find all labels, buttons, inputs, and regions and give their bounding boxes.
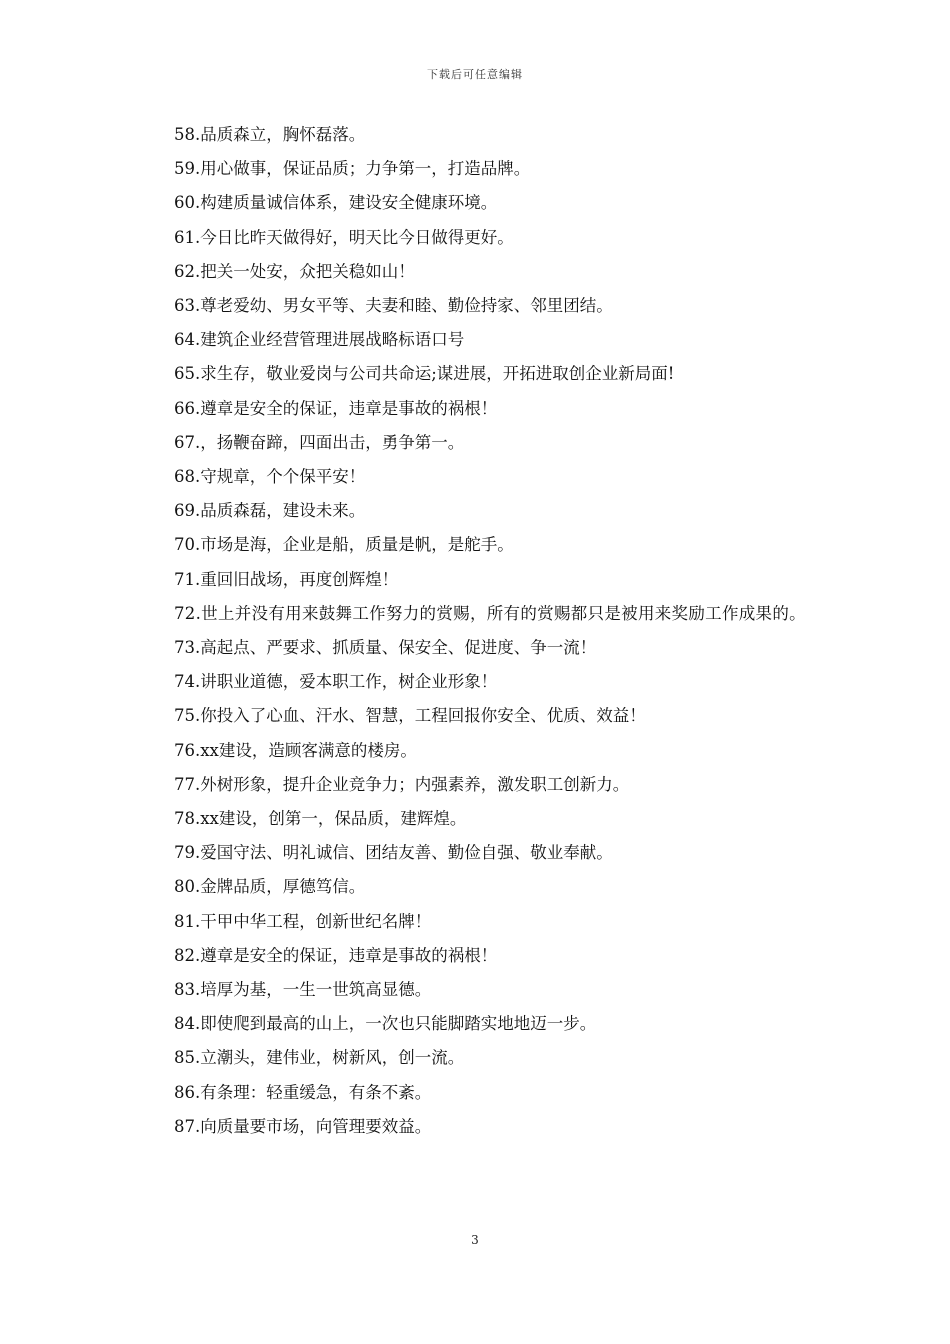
list-item: 86.有条理：轻重缓急，有条不紊。: [174, 1082, 432, 1102]
page-header: 下载后可任意编辑: [427, 68, 523, 81]
list-item: 84.即使爬到最高的山上，一次也只能脚踏实地地迈一步。: [174, 1014, 597, 1034]
list-item: 58.品质森立，胸怀磊落。: [174, 125, 366, 144]
list-item: 85.立潮头，建伟业，树新风，创一流。: [174, 1048, 465, 1068]
list-item: 73.高起点、严要求、抓质量、保安全、促进度、争一流！: [174, 638, 597, 658]
list-item: 68.守规章，个个保平安！: [174, 467, 366, 487]
list-item: 78.xx建设，创第一，保品质，建辉煌。: [174, 809, 467, 829]
list-item: 62.把关一处安，众把关稳如山！: [174, 261, 415, 281]
list-item: 83.培厚为基，一生一世筑高显德。: [174, 980, 432, 1000]
list-item: 76.xx建设，造顾客满意的楼房。: [174, 740, 417, 760]
list-item: 64.建筑企业经营管理进展战略标语口号: [174, 330, 465, 350]
list-item: 59.用心做事，保证品质；力争第一，打造品牌。: [174, 159, 531, 179]
list-item: 82.遵章是安全的保证，违章是事故的祸根！: [174, 945, 498, 965]
list-item: 87.向质量要市场，向管理要效益。: [174, 1116, 432, 1136]
list-item: 63.尊老爱幼、男女平等、夫妻和睦、勤俭持家、邻里团结。: [174, 296, 613, 316]
page-number: 3: [471, 1233, 479, 1247]
list-item: 65.求生存，敬业爱岗与公司共命运;谋进展，开拓进取创企业新局面!: [174, 364, 675, 384]
list-item: 71.重回旧战场，再度创辉煌！: [174, 569, 399, 589]
list-item: 60.构建质量诚信体系，建设安全健康环境。: [174, 193, 498, 213]
slogan-list: [145, 118, 810, 1144]
list-item: 80.金牌品质，厚德笃信。: [174, 877, 366, 897]
list-item: 77.外树形象，提升企业竞争力；内强素养，激发职工创新力。: [174, 774, 630, 794]
list-item: 67.，扬鞭奋蹄，四面出击，勇争第一。: [174, 432, 465, 452]
list-item: 66.遵章是安全的保证，违章是事故的祸根！: [174, 398, 498, 418]
list-item: 69.品质森磊，建设未来。: [174, 501, 366, 521]
list-item: 72.世上并没有用来鼓舞工作努力的赏赐，所有的赏赐都只是被用来奖励工作成果的。: [174, 603, 806, 623]
list-item: 79.爱国守法、明礼诚信、团结友善、勤俭自强、敬业奉献。: [174, 843, 613, 863]
list-item: 75.你投入了心血、汗水、智慧，工程回报你安全、优质、效益！: [174, 706, 646, 726]
list-item: 70.市场是海，企业是船，质量是帆，是舵手。: [174, 535, 514, 555]
list-item: 81.干甲中华工程，创新世纪名牌！: [174, 911, 432, 931]
list-item: 61.今日比昨天做得好，明天比今日做得更好。: [174, 227, 514, 247]
list-item: 74.讲职业道德，爱本职工作，树企业形象！: [174, 672, 498, 692]
